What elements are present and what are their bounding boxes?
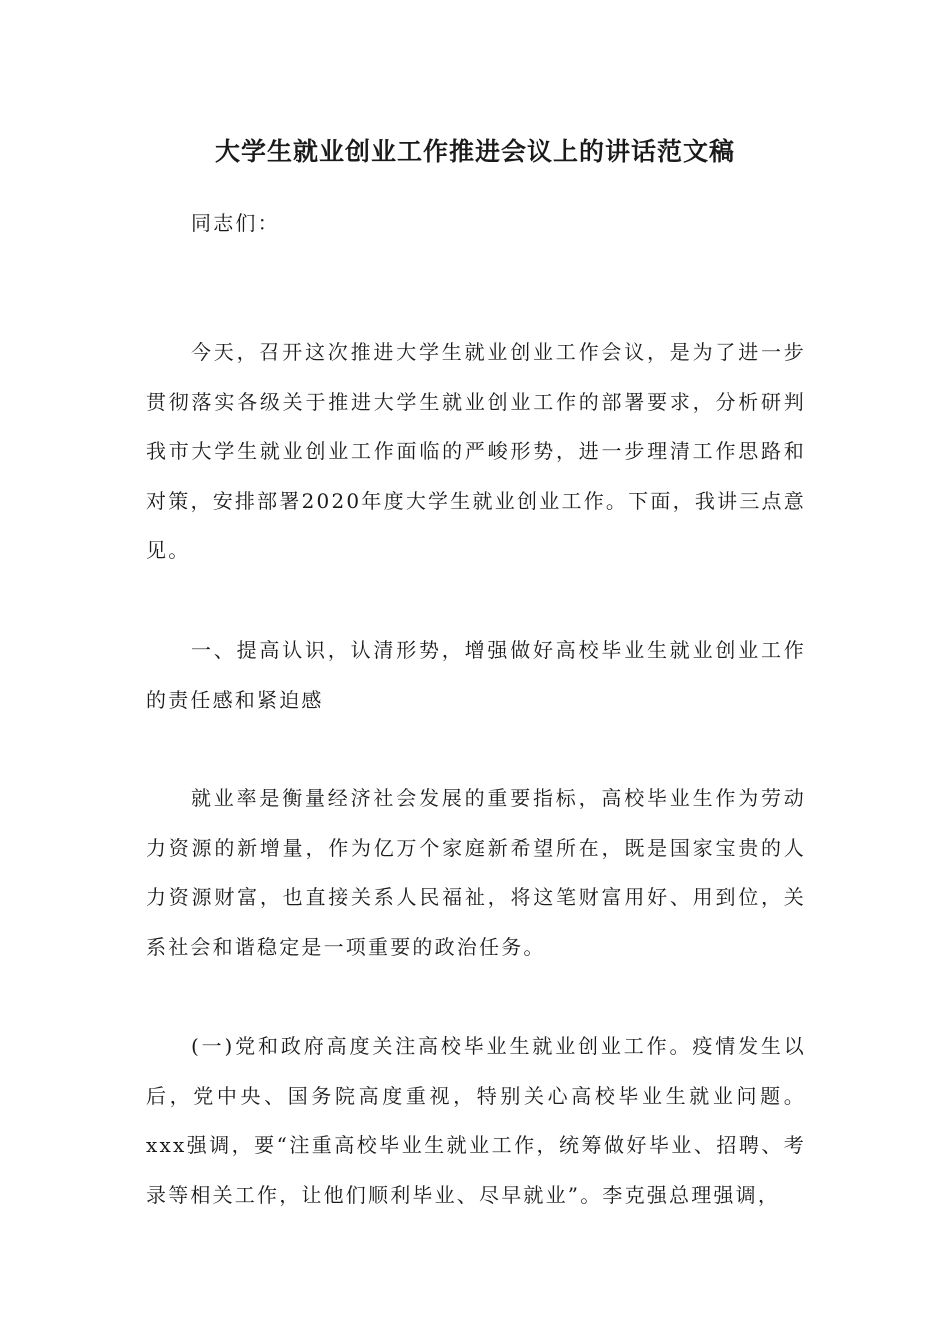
subsection-paragraph: (一)党和政府高度关注高校毕业生就业创业工作。疫情发生以后，党中央、国务院高度重视，特别关心高校毕业生就业问题。xxx强调，要“注重高校毕业生就业工作，统筹做好毕业、招聘、考录等相关工作，让他们顺利毕业、尽早就业”。李克强总理强调， bbox=[146, 1034, 806, 1207]
greeting-paragraph: 同志们： bbox=[191, 211, 280, 235]
section-heading: 一、提高认识，认清形势，增强做好高校毕业生就业创业工作的责任感和紧迫感 bbox=[146, 638, 806, 712]
intro-paragraph: 今天，召开这次推进大学生就业创业工作会议，是为了进一步贯彻落实各级关于推进大学生就业创业工作的部署要求，分析研判我市大学生就业创业工作面临的严峻形势，进一步理清工作思路和对策，安排部署2020年度大学生就业创业工作。下面，我讲三点意见。 bbox=[146, 340, 806, 562]
body-paragraph: 就业率是衡量经济社会发展的重要指标，高校毕业生作为劳动力资源的新增量，作为亿万个家庭新希望所在，既是国家宝贵的人力资源财富，也直接关系人民福祉，将这笔财富用好、用到位，关系社会和谐稳定是一项重要的政治任务。 bbox=[146, 786, 806, 959]
document-title: 大学生就业创业工作推进会议上的讲话范文稿 bbox=[214, 137, 735, 166]
